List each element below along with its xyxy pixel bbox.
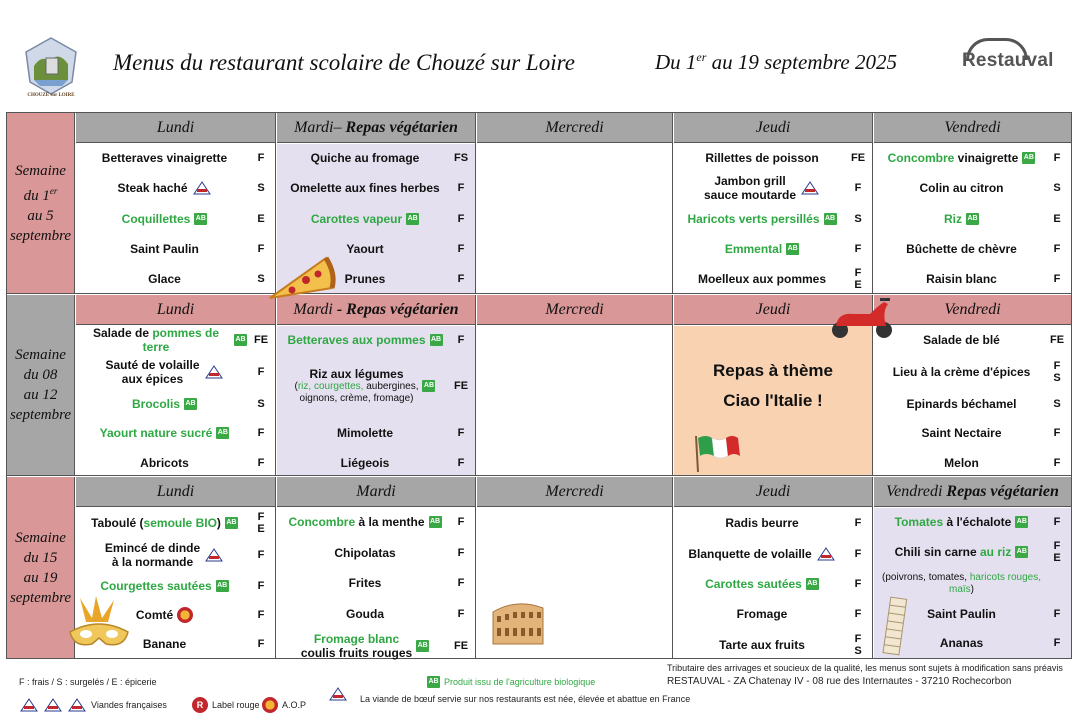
day-header: Lundi [76,295,275,325]
day-header: Jeudi [674,113,872,143]
menu-item: Tomates à l'échalote AB F [894,515,1061,529]
menu-item: Raisin blanc F [926,272,1061,286]
viande-francaise-icon [67,697,87,713]
aop-icon [262,697,278,713]
viande-francaise-icon [800,180,820,196]
day-header: Mercredi [477,477,672,507]
legend-address: RESTAUVAL - ZA Chatenay IV - 08 rue des Internautes - 37210 Rochecorbon [667,676,1012,687]
menu-item: Yaourt F [346,242,465,256]
menu-item: Brocolis AB S [131,397,265,411]
day-jeudi [674,113,873,293]
label-rouge-icon: R [192,697,208,713]
scooter-icon [826,296,898,340]
menu-item: Mimolette F [336,426,465,440]
menu-item: Glace S [148,272,265,286]
menu-item: Quiche au fromage FS [310,151,469,165]
bio-icon: AB [406,213,419,225]
viande-francaise-icon [328,686,348,702]
viande-francaise-icon [204,547,224,563]
menu-item: Abricots F [140,456,265,470]
menu-item: Salade de blé FE [923,333,1065,347]
menu-item: Rillettes de poisson FE [705,151,866,165]
viande-francaise-icon [192,180,212,196]
menu-item: Liégeois F [340,456,465,470]
bio-icon: AB [194,213,207,225]
day-jeudi [674,477,873,658]
bio-icon: AB [1022,152,1035,164]
menu-item: Frites F [348,576,465,590]
theme-meal: Repas à thème Ciao l'Italie ! [713,361,833,410]
menu-item: Steak haché S [117,181,265,195]
viande-francaise-icon [43,697,63,713]
chouze-logo [22,36,80,98]
menu-item: Radis beurre F [725,516,862,530]
day-lundi [76,113,276,293]
legend-viandes: Viandes françaises [19,697,167,713]
day-mardi [277,477,476,658]
menu-item: Chipolatas F [334,546,465,560]
bio-icon: AB [416,640,429,652]
day-vendredi [874,295,1071,475]
week-label: Semaine du 15 au 19 septembre [7,477,75,658]
bio-icon: AB [966,213,979,225]
colosseum-icon [491,598,545,646]
day-header: Mardi [277,477,475,507]
menu-item: Banane F [142,637,265,651]
menu-item: Omelette aux fines herbes F [290,181,465,195]
menu-item: Sauté de volaille aux épices F [105,358,265,386]
menu-item: Gouda F [346,607,465,621]
pizza-icon [266,254,338,302]
legend-codes: F : frais / S : surgelés / E : épicerie [19,677,157,687]
menu-item: Saint Paulin F [130,242,265,256]
day-vendredi [874,113,1071,293]
menu-item: Ananas F [939,636,1061,650]
legend-bio: AB Produit issu de l'agriculture biologique [428,677,596,687]
day-header: Mardi– Repas végétarien [277,113,475,143]
menu-item: Tarte aux fruits F S [719,633,862,657]
day-mercredi [477,295,673,475]
bio-icon: AB [225,517,238,529]
aop-icon [177,607,193,623]
legend-boeuf: La viande de bœuf servie sur nos restaurants est née, élevée et abattue en France [328,684,690,704]
menu-item: Saint Paulin F [927,607,1061,621]
menu-item: Blanquette de volaille F [688,547,862,561]
menu-item: Yaourt nature sucré AB F [99,426,265,440]
day-header: Lundi [76,477,275,507]
day-lundi [76,295,276,475]
bio-icon: AB [216,427,229,439]
day-mercredi [477,113,673,293]
bio-icon: AB [184,398,197,410]
bio-icon: AB [1015,516,1028,528]
legend-note: Tributaire des arrivages et soucieux de la qualité, les menus sont sujets à modification sans préavis [667,663,1063,673]
carnival-mask-icon [66,596,132,660]
menu-grid [6,112,1072,659]
menu-item: Colin au citron S [919,181,1061,195]
menu-item: Moelleux aux pommes F E [697,267,862,291]
menu-item: Coquillettes AB E [121,212,265,226]
menu-item: Betteraves vinaigrette F [101,151,265,165]
viande-francaise-icon [204,364,224,380]
menu-item: Chili sin carne au riz AB F E [894,540,1061,564]
menu-item: Fromage blanc coulis fruits rouges AB FE [300,632,469,660]
menu-item: Carottes sautées AB F [705,577,862,591]
menu-item: Epinards béchamel S [906,397,1061,411]
menu-item: Haricots verts persillés AB S [687,212,862,226]
bio-icon: AB [786,243,799,255]
menu-item: Melon F [944,456,1061,470]
week-1 [7,113,1071,294]
day-header: Mardi - Repas végétarien [277,295,475,325]
menu-item: Courgettes sautées AB F [100,579,265,593]
menu-item-detail: (poivrons, tomates, haricots rouges, maïs) [882,572,1041,595]
menu-item: Riz AB E [944,212,1061,226]
bio-icon: AB [429,516,442,528]
week-label: Semaine du 08 au 12 septembre [7,295,75,475]
menu-item: Betteraves aux pommes AB F [287,333,465,347]
bio-icon: AB [806,578,819,590]
day-header: Vendredi [874,295,1071,325]
italy-flag-icon [692,432,742,472]
week-label: Semaine du 1er au 5 septembre [7,113,75,293]
menu-item: Riz aux légumes (riz, courgettes, aubergines, oignons, crème, fromage) AB FE [294,367,469,404]
bio-icon: AB [422,380,435,392]
pisa-tower-icon [880,594,910,656]
viande-francaise-icon [19,697,39,713]
bio-icon: AB [1015,546,1028,558]
day-header: Mercredi [477,113,672,143]
bio-icon: AB [216,580,229,592]
brand-name: Restauval [962,50,1054,71]
day-header: Lundi [76,113,275,143]
day-header: Vendredi [874,113,1071,143]
viande-francaise-icon [816,546,836,562]
menu-item: Salade de pommes de terre AB FE [92,326,269,354]
menu-item: Bûchette de chèvre F [906,242,1061,256]
menu-item: Concombre à la menthe AB F [288,515,465,529]
day-mardi [277,295,476,475]
week-2 [7,295,1071,476]
menu-item: Emincé de dinde à la normande F [104,541,265,569]
bio-icon: AB [234,334,247,346]
menu-item: Jambon grill sauce moutarde F [703,174,862,202]
menu-item: Fromage F [736,607,862,621]
bio-icon: AB [427,676,440,688]
day-header: Jeudi [674,477,872,507]
menu-item: Comté F [135,608,265,622]
legend-aop: A.O.P [262,697,306,713]
menu-item: Carottes vapeur AB F [310,212,465,226]
legend-label-rouge: R Label rouge [192,697,260,713]
menu-item: Taboulé (semoule BIO) AB F E [91,511,265,535]
page-title: Menus du restaurant scolaire de Chouzé sur Loire [113,50,575,75]
bio-icon: AB [430,334,443,346]
day-header: Mercredi [477,295,672,325]
day-header: Jeudi [674,295,872,325]
bio-icon: AB [824,213,837,225]
menu-item: Prunes F [344,272,465,286]
day-header: Vendredi Repas végétarien [874,477,1071,507]
menu-item: Concombre vinaigrette AB F [887,151,1061,165]
menu-item: Saint Nectaire F [921,426,1061,440]
menu-item: Lieu à la crème d'épices F S [892,360,1061,384]
logo-caption: CHOUZÉ sur LOIRE [27,93,75,98]
restauval-logo [956,38,1056,84]
date-range: Du 1er au 19 septembre 2025 [655,50,897,74]
menu-item: Emmental AB F [724,242,862,256]
